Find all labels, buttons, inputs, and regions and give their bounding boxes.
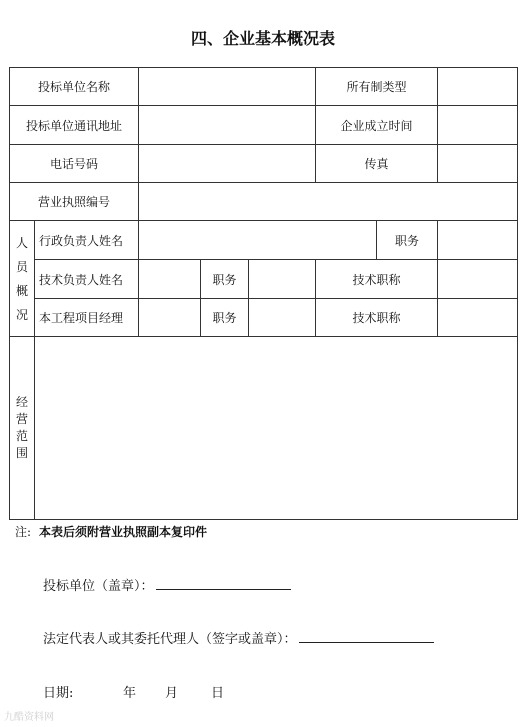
value-tech-position[interactable] [249, 260, 316, 299]
value-admin-head-name[interactable] [139, 221, 377, 260]
label-admin-head-name: 行政负责人姓名 [35, 221, 139, 260]
value-tech-title[interactable] [438, 260, 518, 299]
label-tech-position: 职务 [201, 260, 249, 299]
legal-rep-line [43, 628, 434, 647]
label-fax: 传真 [316, 145, 438, 183]
value-fax[interactable] [438, 145, 518, 183]
value-ownership-type[interactable] [438, 68, 518, 106]
personnel-overview-text: 人员概况 [15, 235, 28, 322]
bidder-seal-label: 投标单位（盖章）： [43, 579, 154, 594]
value-business-scope[interactable] [35, 337, 518, 520]
date-month: 月 [165, 686, 179, 701]
value-project-manager[interactable] [139, 299, 201, 337]
label-phone: 电话号码 [10, 145, 139, 183]
label-business-scope [10, 337, 35, 520]
value-license-no[interactable] [139, 183, 518, 221]
label-project-manager: 本工程项目经理 [35, 299, 139, 337]
value-pm-position[interactable] [249, 299, 316, 337]
date-row [43, 682, 224, 701]
label-pm-position: 职务 [201, 299, 249, 337]
label-tech-title: 技术职称 [316, 260, 438, 299]
label-bidder-address: 投标单位通讯地址 [10, 106, 139, 145]
bidder-seal-blank[interactable] [156, 575, 291, 590]
watermark: 九酷资料网 [4, 712, 54, 723]
note-text: 本表后须附营业执照副本复印件 [39, 525, 208, 539]
label-pm-title: 技术职称 [316, 299, 438, 337]
note-label: 注: [15, 525, 32, 539]
value-tech-head-name[interactable] [139, 260, 201, 299]
date-day: 日 [211, 686, 225, 701]
value-pm-title[interactable] [438, 299, 518, 337]
label-tech-head-name: 技术负责人姓名 [35, 260, 139, 299]
label-established-time: 企业成立时间 [316, 106, 438, 145]
table-note [15, 523, 207, 540]
business-scope-text: 经营范围 [15, 395, 28, 460]
label-personnel-overview [10, 221, 35, 337]
date-year: 年 [123, 686, 137, 701]
value-established-time[interactable] [438, 106, 518, 145]
bidder-seal-line [43, 575, 291, 594]
page-title: 四、企业基本概况表 [190, 29, 335, 48]
legal-rep-label: 法定代表人或其委托代理人（签字或盖章）： [43, 632, 297, 647]
company-overview-table [9, 67, 518, 520]
label-bidder-name: 投标单位名称 [10, 68, 139, 106]
value-phone[interactable] [139, 145, 316, 183]
value-bidder-address[interactable] [139, 106, 316, 145]
value-admin-position[interactable] [438, 221, 518, 260]
label-ownership-type: 所有制类型 [316, 68, 438, 106]
value-bidder-name[interactable] [139, 68, 316, 106]
date-label: 日期: [43, 686, 74, 701]
label-license-no: 营业执照编号 [10, 183, 139, 221]
legal-rep-blank[interactable] [299, 628, 434, 643]
label-admin-position: 职务 [377, 221, 438, 260]
